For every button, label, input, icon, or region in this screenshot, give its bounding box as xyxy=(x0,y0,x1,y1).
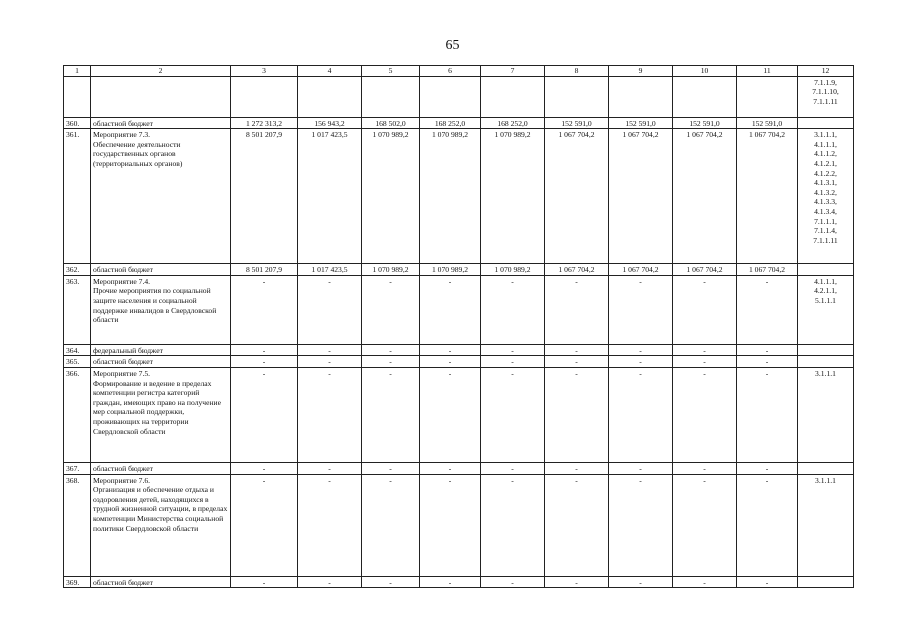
target-ref: 4.1.3.1, xyxy=(814,178,837,188)
row-number: 365. xyxy=(64,356,91,368)
value-cell-col3: - xyxy=(231,576,298,588)
value-cell-col4: 1 017 423,5 xyxy=(298,129,362,264)
value-cell-col6 xyxy=(420,76,481,117)
target-refs xyxy=(798,367,854,462)
value-cell-col11 xyxy=(737,76,798,117)
value-cell-col11: - xyxy=(737,275,798,344)
value-cell-col3: 8 501 207,9 xyxy=(231,264,298,276)
value-cell-col9: - xyxy=(609,367,673,462)
row-name: областной бюджет xyxy=(91,462,231,474)
table-row xyxy=(64,76,854,117)
value-cell-col9: - xyxy=(609,344,673,356)
table-row xyxy=(64,344,854,356)
value-cell-col9 xyxy=(609,76,673,117)
row-number: 364. xyxy=(64,344,91,356)
value-cell-col5: 1 070 989,2 xyxy=(362,264,420,276)
target-ref: 3.1.1.1, xyxy=(814,130,837,140)
value-cell-col11: - xyxy=(737,344,798,356)
table-row xyxy=(64,474,854,576)
value-cell-col4: - xyxy=(298,356,362,368)
value-cell-col6: - xyxy=(420,474,481,576)
value-cell-col10: - xyxy=(673,367,737,462)
value-cell-col7: - xyxy=(481,462,545,474)
table-row xyxy=(64,129,854,264)
value-cell-col11: - xyxy=(737,462,798,474)
value-cell-col3: - xyxy=(231,344,298,356)
value-cell-col8: - xyxy=(545,367,609,462)
row-name xyxy=(91,76,231,117)
value-cell-col10: - xyxy=(673,356,737,368)
row-name: Мероприятие 7.5. Формирование и ведение в пределах компетенции регистра категорий граждан, имеющих право на получение мер социальной поддержки, проживающих на территории Свердловской области xyxy=(91,367,231,462)
value-cell-col9: - xyxy=(609,275,673,344)
value-cell-col4: - xyxy=(298,462,362,474)
value-cell-col7: 1 070 989,2 xyxy=(481,264,545,276)
value-cell-col5: 1 070 989,2 xyxy=(362,129,420,264)
value-cell-col10 xyxy=(673,76,737,117)
target-refs xyxy=(798,129,854,264)
value-cell-col6: - xyxy=(420,576,481,588)
value-cell-col8: 152 591,0 xyxy=(545,117,609,129)
row-name: областной бюджет xyxy=(91,576,231,588)
value-cell-col11: 1 067 704,2 xyxy=(737,129,798,264)
target-refs xyxy=(798,275,854,344)
value-cell-col4: 1 017 423,5 xyxy=(298,264,362,276)
row-name: Мероприятие 7.6. Организация и обеспечение отдыха и оздоровления детей, находящихся в трудной жизненной ситуации, в пределах компетенции Министерства социальной политики Свердловской области xyxy=(91,474,231,576)
value-cell-col3 xyxy=(231,76,298,117)
value-cell-col4: - xyxy=(298,344,362,356)
target-ref: 4.1.1.1, xyxy=(814,276,837,286)
value-cell-col8: - xyxy=(545,462,609,474)
value-cell-col5 xyxy=(362,76,420,117)
value-cell-col3: - xyxy=(231,356,298,368)
row-name: областной бюджет xyxy=(91,264,231,276)
table-row xyxy=(64,367,854,462)
target-ref: 3.1.1.1 xyxy=(815,368,836,378)
target-refs xyxy=(798,356,854,368)
target-ref: 4.1.3.4, xyxy=(814,206,837,216)
row-number: 360. xyxy=(64,117,91,129)
value-cell-col9: - xyxy=(609,474,673,576)
value-cell-col11: - xyxy=(737,356,798,368)
page-number: 65 xyxy=(445,38,460,53)
target-ref: 3.1.1.1 xyxy=(815,475,836,485)
row-name: Мероприятие 7.3. Обеспечение деятельности государственных органов (территориальных органов) xyxy=(91,129,231,264)
value-cell-col3: 1 272 313,2 xyxy=(231,117,298,129)
value-cell-col6: - xyxy=(420,275,481,344)
value-cell-col7 xyxy=(481,76,545,117)
value-cell-col5: - xyxy=(362,462,420,474)
value-cell-col10: - xyxy=(673,344,737,356)
value-cell-col4: - xyxy=(298,474,362,576)
value-cell-col5: - xyxy=(362,275,420,344)
value-cell-col5: - xyxy=(362,576,420,588)
value-cell-col10: 1 067 704,2 xyxy=(673,129,737,264)
value-cell-col7: - xyxy=(481,474,545,576)
value-cell-col11: - xyxy=(737,367,798,462)
value-cell-col4 xyxy=(298,76,362,117)
value-cell-col11: - xyxy=(737,576,798,588)
value-cell-col3: - xyxy=(231,474,298,576)
row-name: Мероприятие 7.4. Прочие мероприятия по социальной защите населения и социальной поддержке инвалидов в Свердловской области xyxy=(91,275,231,344)
value-cell-col7: 168 252,0 xyxy=(481,117,545,129)
value-cell-col11: 1 067 704,2 xyxy=(737,264,798,276)
target-refs xyxy=(798,117,854,129)
value-cell-col8: 1 067 704,2 xyxy=(545,264,609,276)
row-name: областной бюджет xyxy=(91,356,231,368)
value-cell-col6: - xyxy=(420,356,481,368)
value-cell-col8 xyxy=(545,76,609,117)
value-cell-col8: - xyxy=(545,474,609,576)
target-ref: 7.1.1.10, xyxy=(812,87,839,97)
value-cell-col10: - xyxy=(673,576,737,588)
header-cell-11: 11 xyxy=(737,66,798,77)
value-cell-col6: 1 070 989,2 xyxy=(420,129,481,264)
row-number: 362. xyxy=(64,264,91,276)
value-cell-col5: - xyxy=(362,367,420,462)
target-ref: 4.2.1.1, xyxy=(814,286,837,296)
target-ref: 4.1.1.2, xyxy=(814,149,837,159)
target-ref: 4.1.2.1, xyxy=(814,158,837,168)
value-cell-col7: - xyxy=(481,344,545,356)
value-cell-col10: 152 591,0 xyxy=(673,117,737,129)
row-number: 369. xyxy=(64,576,91,588)
target-refs xyxy=(798,344,854,356)
header-row xyxy=(64,66,854,77)
value-cell-col10: - xyxy=(673,275,737,344)
value-cell-col6: 1 070 989,2 xyxy=(420,264,481,276)
value-cell-col5: - xyxy=(362,474,420,576)
target-ref: 5.1.1.1 xyxy=(815,295,836,305)
target-ref: 7.1.1.4, xyxy=(814,226,837,236)
header-cell-8: 8 xyxy=(545,66,609,77)
value-cell-col10: - xyxy=(673,462,737,474)
target-ref: 7.1.1.1, xyxy=(814,216,837,226)
header-cell-9: 9 xyxy=(609,66,673,77)
value-cell-col7: 1 070 989,2 xyxy=(481,129,545,264)
value-cell-col4: 156 943,2 xyxy=(298,117,362,129)
header-cell-5: 5 xyxy=(362,66,420,77)
value-cell-col8: - xyxy=(545,356,609,368)
value-cell-col6: - xyxy=(420,344,481,356)
target-ref: 7.1.1.9, xyxy=(814,77,837,87)
header-cell-3: 3 xyxy=(231,66,298,77)
row-number: 363. xyxy=(64,275,91,344)
value-cell-col4: - xyxy=(298,576,362,588)
table-row xyxy=(64,576,854,588)
header-cell-12: 12 xyxy=(798,66,854,77)
table-row xyxy=(64,275,854,344)
value-cell-col8: - xyxy=(545,576,609,588)
row-number: 361. xyxy=(64,129,91,264)
row-name: областной бюджет xyxy=(91,117,231,129)
table-row xyxy=(64,264,854,276)
value-cell-col9: - xyxy=(609,576,673,588)
value-cell-col7: - xyxy=(481,367,545,462)
value-cell-col7: - xyxy=(481,356,545,368)
value-cell-col4: - xyxy=(298,367,362,462)
header-cell-4: 4 xyxy=(298,66,362,77)
value-cell-col3: - xyxy=(231,462,298,474)
target-ref: 7.1.1.11 xyxy=(813,96,838,106)
header-cell-7: 7 xyxy=(481,66,545,77)
value-cell-col8: - xyxy=(545,344,609,356)
value-cell-col6: - xyxy=(420,367,481,462)
header-cell-10: 10 xyxy=(673,66,737,77)
row-name: федеральный бюджет xyxy=(91,344,231,356)
target-ref: 4.1.3.3, xyxy=(814,197,837,207)
target-ref: 4.1.1.1, xyxy=(814,139,837,149)
target-refs xyxy=(798,474,854,576)
value-cell-col3: - xyxy=(231,367,298,462)
value-cell-col8: 1 067 704,2 xyxy=(545,129,609,264)
table-row xyxy=(64,117,854,129)
row-number: 368. xyxy=(64,474,91,576)
target-refs xyxy=(798,76,854,117)
value-cell-col5: - xyxy=(362,344,420,356)
target-refs xyxy=(798,462,854,474)
value-cell-col9: 1 067 704,2 xyxy=(609,129,673,264)
target-ref: 7.1.1.11 xyxy=(813,235,838,245)
value-cell-col11: 152 591,0 xyxy=(737,117,798,129)
target-ref: 4.1.2.2, xyxy=(814,168,837,178)
budget-table xyxy=(63,65,854,588)
value-cell-col5: 168 502,0 xyxy=(362,117,420,129)
target-refs xyxy=(798,264,854,276)
table-row xyxy=(64,462,854,474)
header-cell-2: 2 xyxy=(91,66,231,77)
row-number xyxy=(64,76,91,117)
table-body xyxy=(64,66,854,588)
row-number: 366. xyxy=(64,367,91,462)
value-cell-col5: - xyxy=(362,356,420,368)
value-cell-col9: 1 067 704,2 xyxy=(609,264,673,276)
target-refs xyxy=(798,576,854,588)
table-row xyxy=(64,356,854,368)
value-cell-col6: 168 252,0 xyxy=(420,117,481,129)
value-cell-col7: - xyxy=(481,275,545,344)
header-cell-1: 1 xyxy=(64,66,91,77)
value-cell-col9: - xyxy=(609,462,673,474)
row-number: 367. xyxy=(64,462,91,474)
value-cell-col9: 152 591,0 xyxy=(609,117,673,129)
value-cell-col10: - xyxy=(673,474,737,576)
value-cell-col3: - xyxy=(231,275,298,344)
value-cell-col10: 1 067 704,2 xyxy=(673,264,737,276)
value-cell-col8: - xyxy=(545,275,609,344)
target-ref: 4.1.3.2, xyxy=(814,187,837,197)
value-cell-col9: - xyxy=(609,356,673,368)
value-cell-col4: - xyxy=(298,275,362,344)
value-cell-col6: - xyxy=(420,462,481,474)
value-cell-col11: - xyxy=(737,474,798,576)
header-cell-6: 6 xyxy=(420,66,481,77)
value-cell-col7: - xyxy=(481,576,545,588)
value-cell-col3: 8 501 207,9 xyxy=(231,129,298,264)
